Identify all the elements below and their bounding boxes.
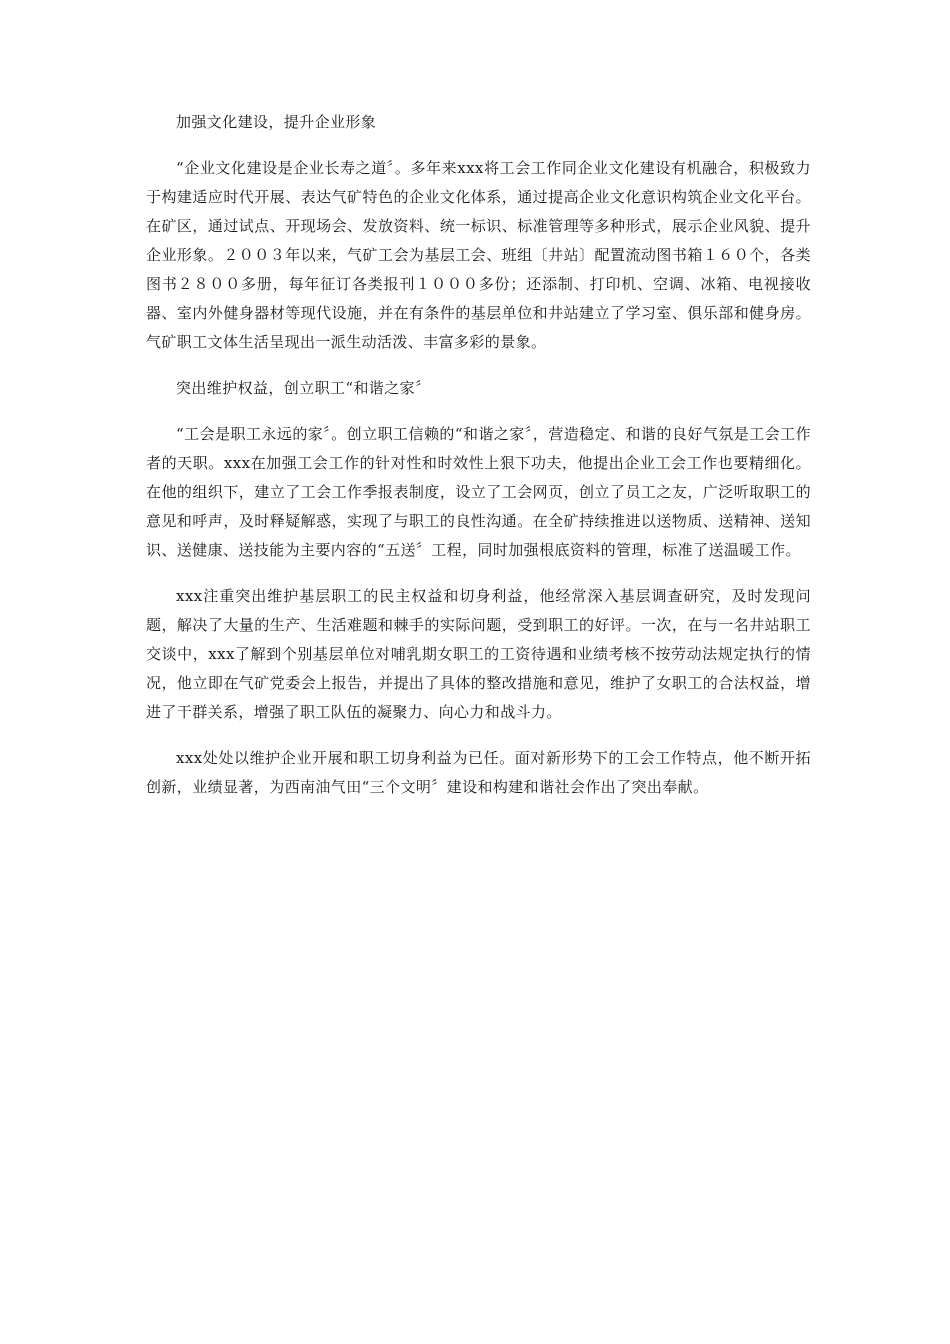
section-heading-culture: 加强文化建设，提升企业形象 bbox=[176, 113, 377, 131]
document-body bbox=[146, 108, 811, 819]
paragraph-conclusion: xxx处处以维护企业开展和职工切身利益为已任。面对新形势下的工会工作特点，他不断开拓创新，业绩显著，为西南油气田“三个文明〞建设和构建和谐社会作出了突出奉献。 bbox=[146, 749, 811, 796]
paragraph-culture: “企业文化建设是企业长寿之道〞。多年来xxx将工会工作同企业文化建设有机融合，积极致力于构建适应时代开展、表达气矿特色的企业文化体系，通过提高企业文化意识构筑企业文化平台。在矿区，通过试点、开现场会、发放资料、统一标识、标准管理等多种形式，展示企业风貌、提升企业形象。２００３年以来，气矿工会为基层工会、班组〔井站〕配置流动图书箱１６０个，各类图书２８００多册，每年征订各类报刊１０００多份；还添制、打印机、空调、冰箱、电视接收器、室内外健身器材等现代设施，并在有条件的基层单位和井站建立了学习室、俱乐部和健身房。气矿职工文体生活呈现出一派生动活泼、丰富多彩的景象。 bbox=[146, 159, 811, 351]
paragraph-worker-rights: xxx注重突出维护基层职工的民主权益和切身利益，他经常深入基层调查研究，及时发现问题，解决了大量的生产、生活难题和棘手的实际问题，受到职工的好评。一次，在与一名井站职工交谈中，xxx了解到个别基层单位对哺乳期女职工的工资待遇和业绩考核不按劳动法规定执行的情况，他立即在气矿党委会上报告，并提出了具体的整改措施和意见，维护了女职工的合法权益，增进了干群关系，增强了职工队伍的凝聚力、向心力和战斗力。 bbox=[146, 587, 811, 721]
section-heading-rights: 突出维护权益，创立职工“和谐之家〞 bbox=[176, 379, 431, 397]
paragraph-harmony-home: “工会是职工永远的家〞。创立职工信赖的“和谐之家〞，营造稳定、和谐的良好气氛是工会工作者的天职。xxx在加强工会工作的针对性和时效性上狠下功夫，他提出企业工会工作也要精细化。在他的组织下，建立了工会工作季报表制度，设立了工会网页，创立了员工之友，广泛听取职工的意见和呼声，及时释疑解惑，实现了与职工的良性沟通。在全矿持续推进以送物质、送精神、送知识、送健康、送技能为主要内容的“五送〞工程，同时加强根底资料的管理，标准了送温暖工作。 bbox=[146, 425, 811, 559]
